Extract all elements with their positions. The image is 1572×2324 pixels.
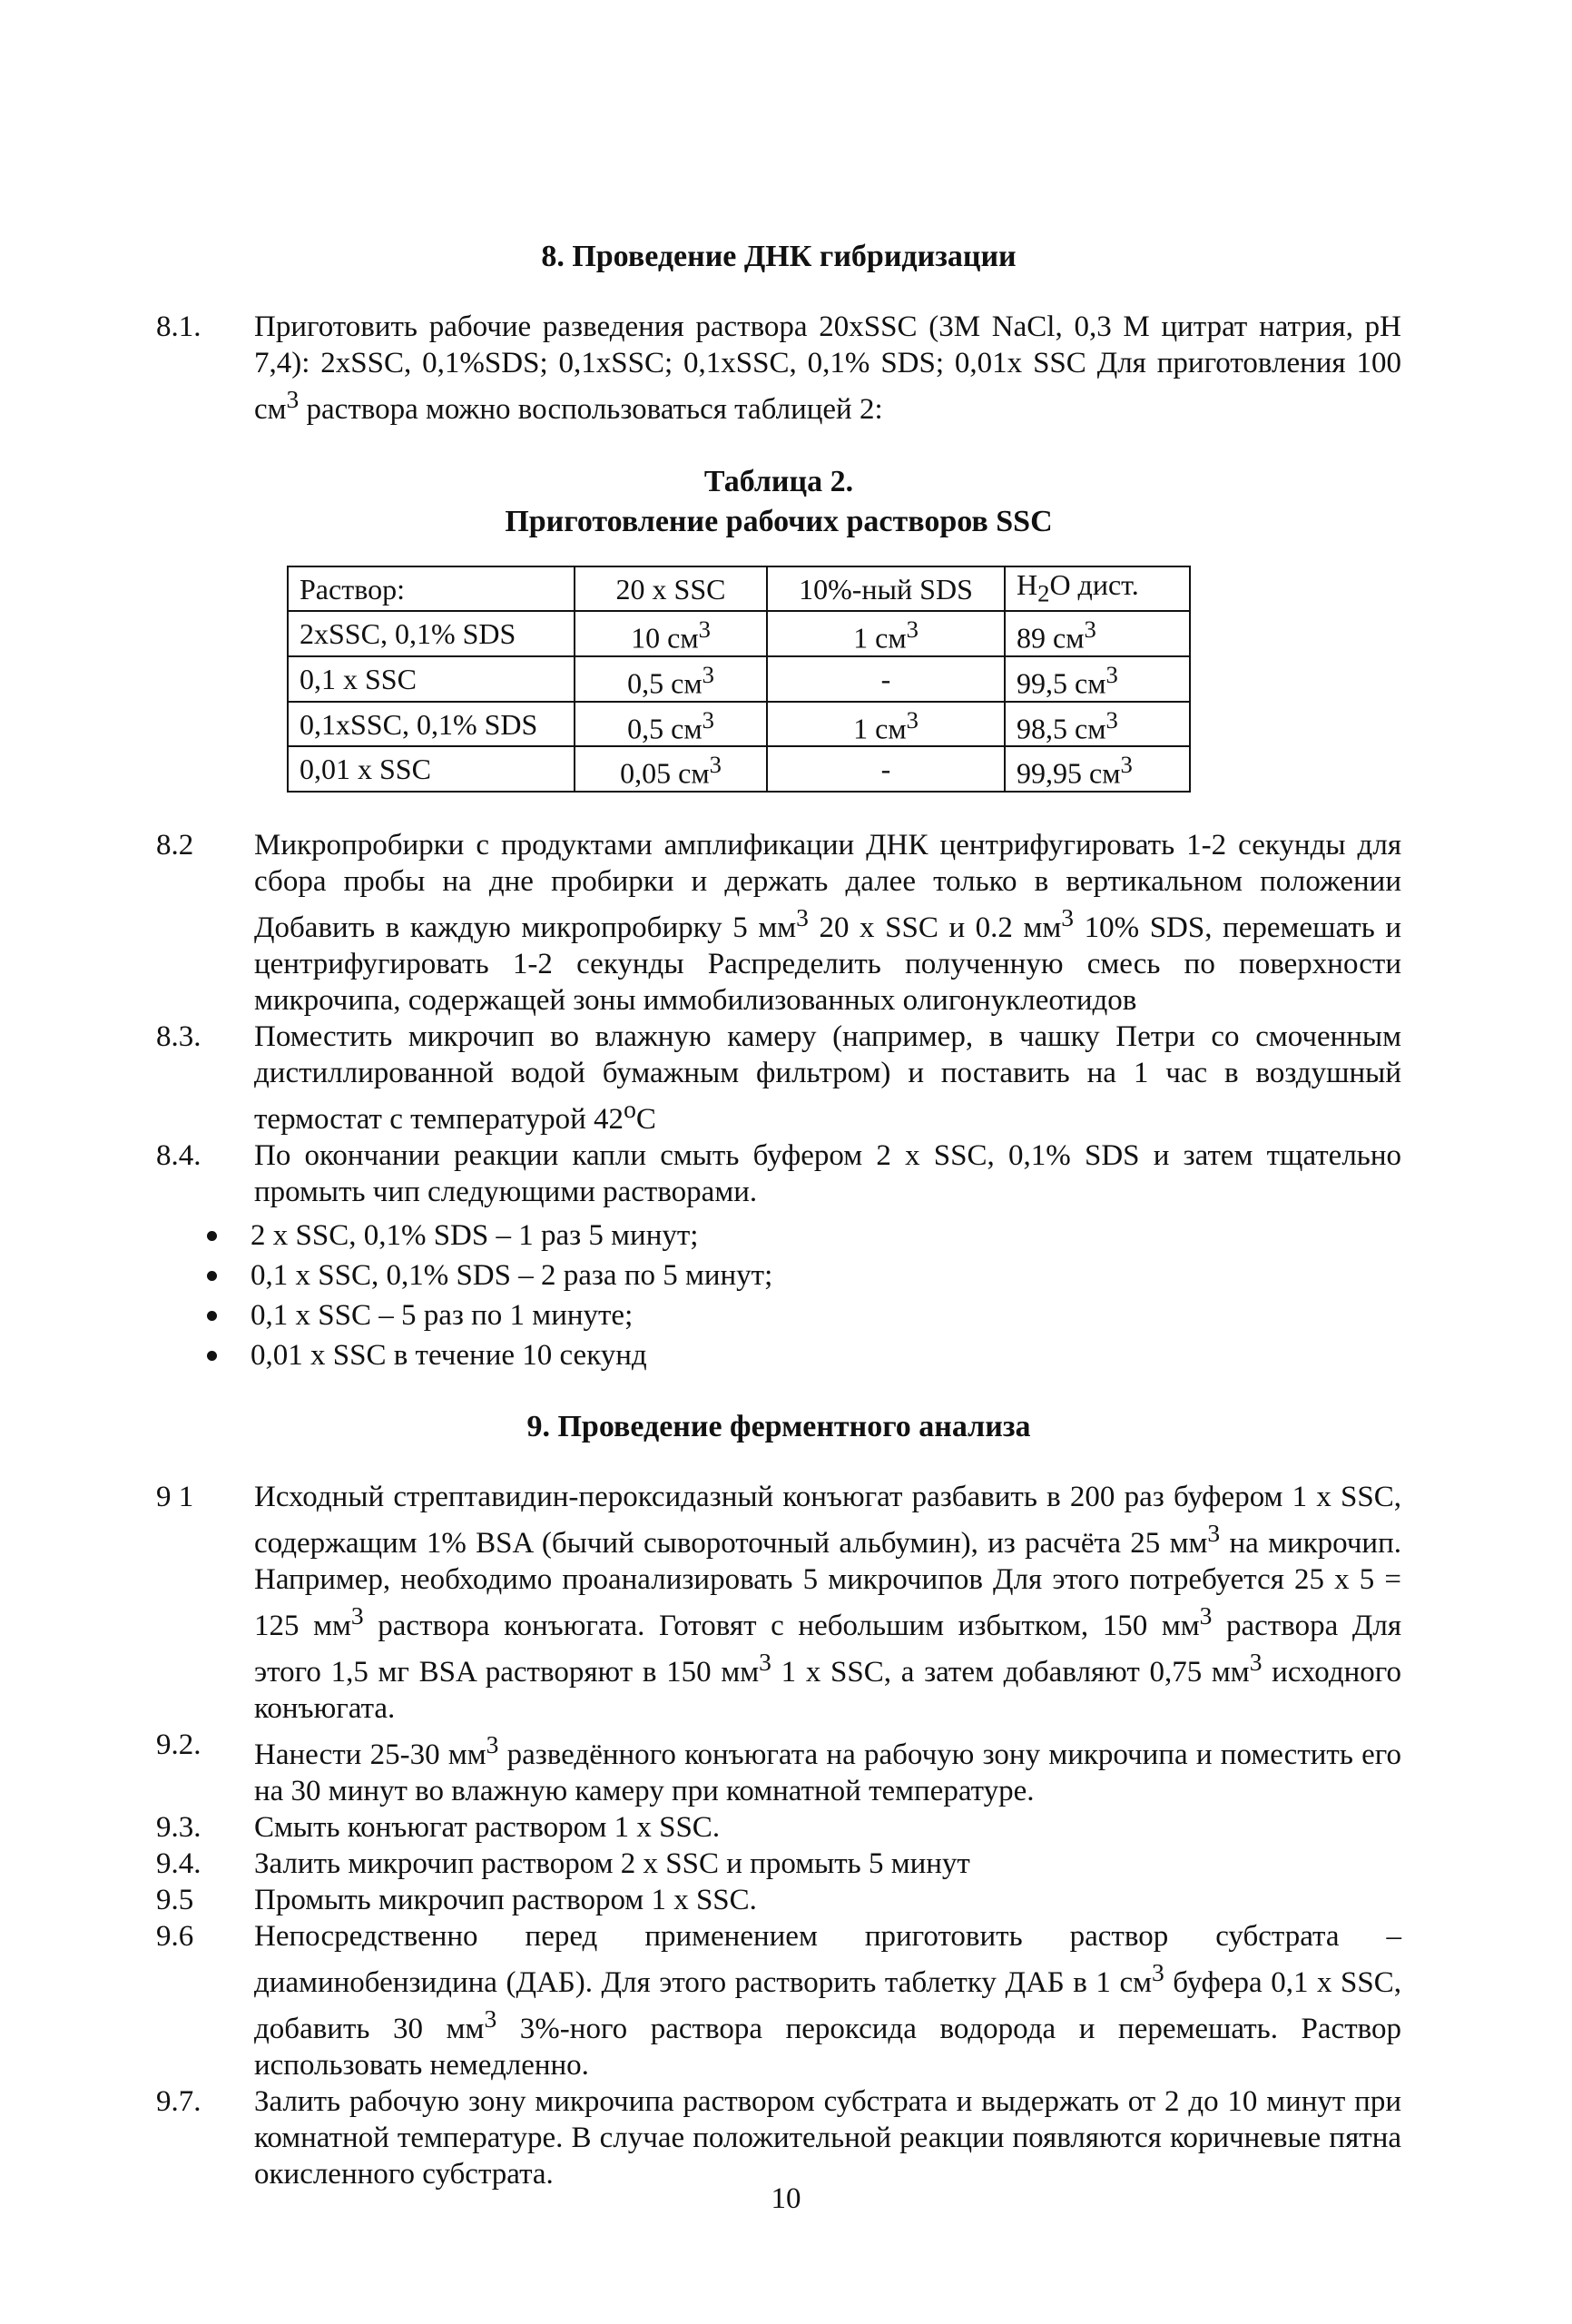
ssc-solutions-table [287, 566, 1191, 793]
section-8-title: 8. Проведение ДНК гибридизации [541, 240, 1017, 273]
list-item: 2 x SSC, 0,1% SDS – 1 раз 5 минут; [156, 1216, 1401, 1256]
paragraph-9-7 [156, 2083, 1401, 2192]
cell-water: 98,5 $см^3$ [1005, 702, 1190, 747]
paragraph-9-6 [156, 1918, 1401, 2083]
paragraph-8-2 [156, 827, 1401, 1019]
cell-20x-ssc: 0,5 $см^3$ [575, 656, 767, 702]
paragraph-number: 9.3. [156, 1811, 201, 1845]
paragraph-text: Смыть конъюгат раствором 1 x SSC. [254, 1811, 721, 1845]
paragraph-number: 8.1. [156, 310, 201, 343]
header-20x-ssc: 20 x SSC [575, 566, 767, 611]
page-number: 10 [771, 2182, 801, 2215]
paragraph-number: 8.3. [156, 1020, 201, 1054]
table-row [288, 656, 1190, 702]
cell-20x-ssc: 10 $см^3$ [575, 611, 767, 656]
paragraph-text: Микропробирки с продуктами амплификации ДНК центрифугировать 1-2 секунды для сбора пробы на дне пробирки и держать далее только в вертикальном положении Добавить в каждую микропробирку 5 $мм^3$ 20 x SSC и 0.2 $мм^3$ 10% SDS, перемешать и центрифугировать 1-2 секунды Распределить полученную смесь по поверхности микрочипа, содержащей зоны иммобилизованных олигонуклеотидов [254, 829, 1401, 1018]
header-solution: Раствор: [288, 566, 575, 611]
table-title: Приготовление рабочих растворов SSC [505, 505, 1053, 538]
paragraph-8-3 [156, 1019, 1401, 1137]
table-row [288, 611, 1190, 656]
cell-solution: 0,1xSSC, 0,1% SDS [288, 702, 575, 747]
paragraph-text: Нанести 25-30 $мм^3$ разведённого конъюгата на рабочую зону микрочипа и поместить его на 30 минут во влажную камеру при комнатной температуре. [254, 1730, 1401, 1808]
cell-water: 99,5 $см^3$ [1005, 656, 1190, 702]
paragraph-8-4 [156, 1137, 1401, 1210]
cell-solution: 0,1 x SSC [288, 656, 575, 702]
paragraph-text: Исходный стрептавидин-пероксидазный конъюгат разбавить в 200 раз буфером 1 x SSC, содержащим 1% BSA (бычий сывороточный альбумин), из расчёта 25 $мм^3$ на микрочип. Например, необходимо проанализировать 5 микрочипов Для этого потребуется 25 x 5 = 125 $мм^3$ раствора конъюгата. Готовят с небольшим избытком, 150 $мм^3$ раствора Для этого 1,5 мг BSA растворяют в 150 $мм^3$ 1 x SSC, а затем добавляют 0,75 $мм^3$ исходного конъюгата. [254, 1481, 1402, 1726]
cell-solution: 0,01 x SSC [288, 746, 575, 792]
paragraph-number: 8.2 [156, 829, 194, 862]
table-header-row [288, 566, 1190, 611]
paragraph-number: 9.5 [156, 1884, 194, 1917]
paragraph-9-4 [156, 1846, 1401, 1882]
table-caption: Таблица 2. [703, 465, 854, 498]
paragraph-9-2 [156, 1727, 1401, 1809]
cell-10-sds: - [767, 746, 1005, 792]
paragraph-text: Залить микрочип раствором 2 x SSC и промыть 5 минут [254, 1847, 970, 1881]
cell-20x-ssc: 0,5 $см^3$ [575, 702, 767, 747]
list-item: 0,01 x SSC в течение 10 секунд [156, 1335, 1401, 1375]
cell-solution: 2xSSC, 0,1% SDS [288, 611, 575, 656]
paragraph-text: Залить рабочую зону микрочипа раствором субстрата и выдержать от 2 до 10 минут при комнатной температуре. В случае положительной реакции появляются коричневые пятна окисленного субстрата. [254, 2085, 1401, 2191]
paragraph-text: По окончании реакции капли смыть буфером 2 x SSC, 0,1% SDS и затем тщательно промыть чип следующими растворами. [254, 1139, 1401, 1209]
paragraph-9-5 [156, 1882, 1401, 1918]
paragraph-number: 9 1 [156, 1481, 194, 1514]
table-row [288, 702, 1190, 747]
paragraph-number: 9.2. [156, 1728, 201, 1762]
page-content [156, 238, 1401, 2192]
list-item: 0,1 x SSC – 5 раз по 1 минуте; [156, 1295, 1401, 1335]
header-10-sds: 10%-ный SDS [767, 566, 1005, 611]
cell-water: 89 $см^3$ [1005, 611, 1190, 656]
paragraph-number: 8.4. [156, 1139, 201, 1173]
paragraph-number: 9.4. [156, 1847, 201, 1881]
cell-20x-ssc: 0,05 $см^3$ [575, 746, 767, 792]
table-row [288, 746, 1190, 792]
paragraph-number: 9.7. [156, 2085, 201, 2119]
paragraph-text: Непосредственно перед применением приготовить раствор субстрата – диаминобензидина (ДАБ). Для этого растворить таблетку ДАБ в 1 $см^3$ буфера 0,1 x SSC, добавить 30 $мм^3$ 3%-ного раствора пероксида водорода и перемешать. Раствор использовать немедленно. [254, 1920, 1402, 2083]
header-water: $H_2O$ дист. [1005, 566, 1190, 611]
paragraph-9-1 [156, 1479, 1401, 1727]
section-9-title: 9. Проведение ферментного анализа [526, 1410, 1031, 1444]
wash-steps-list [156, 1216, 1401, 1375]
paragraph-8-1 [156, 309, 1401, 428]
paragraph-text: Приготовить рабочие разведения раствора 20xSSC (3M NaCl, 0,3 М цитрат натрия, pH 7,4): 2xSSC, 0,1%SDS; 0,1xSSC; 0,1xSSC, 0,1% SDS; 0,01x SSC Для приготовления 100 $см^3$ раствора можно воспользоваться таблицей 2: [254, 310, 1401, 426]
cell-water: 99,95 $см^3$ [1005, 746, 1190, 792]
paragraph-text: Поместить микрочип во влажную камеру (например, в чашку Петри со смоченным дистиллированной водой бумажным фильтром) и поставить на 1 час в воздушный термостат с температурой 42$^o$C [254, 1020, 1401, 1137]
paragraph-text: Промыть микрочип раствором 1 x SSC. [254, 1884, 757, 1917]
cell-10-sds: 1 $см^3$ [767, 611, 1005, 656]
paragraph-9-3 [156, 1809, 1401, 1846]
paragraph-number: 9.6 [156, 1920, 194, 1954]
list-item: 0,1 x SSC, 0,1% SDS – 2 раза по 5 минут; [156, 1256, 1401, 1295]
cell-10-sds: 1 $см^3$ [767, 702, 1005, 747]
cell-10-sds: - [767, 656, 1005, 702]
